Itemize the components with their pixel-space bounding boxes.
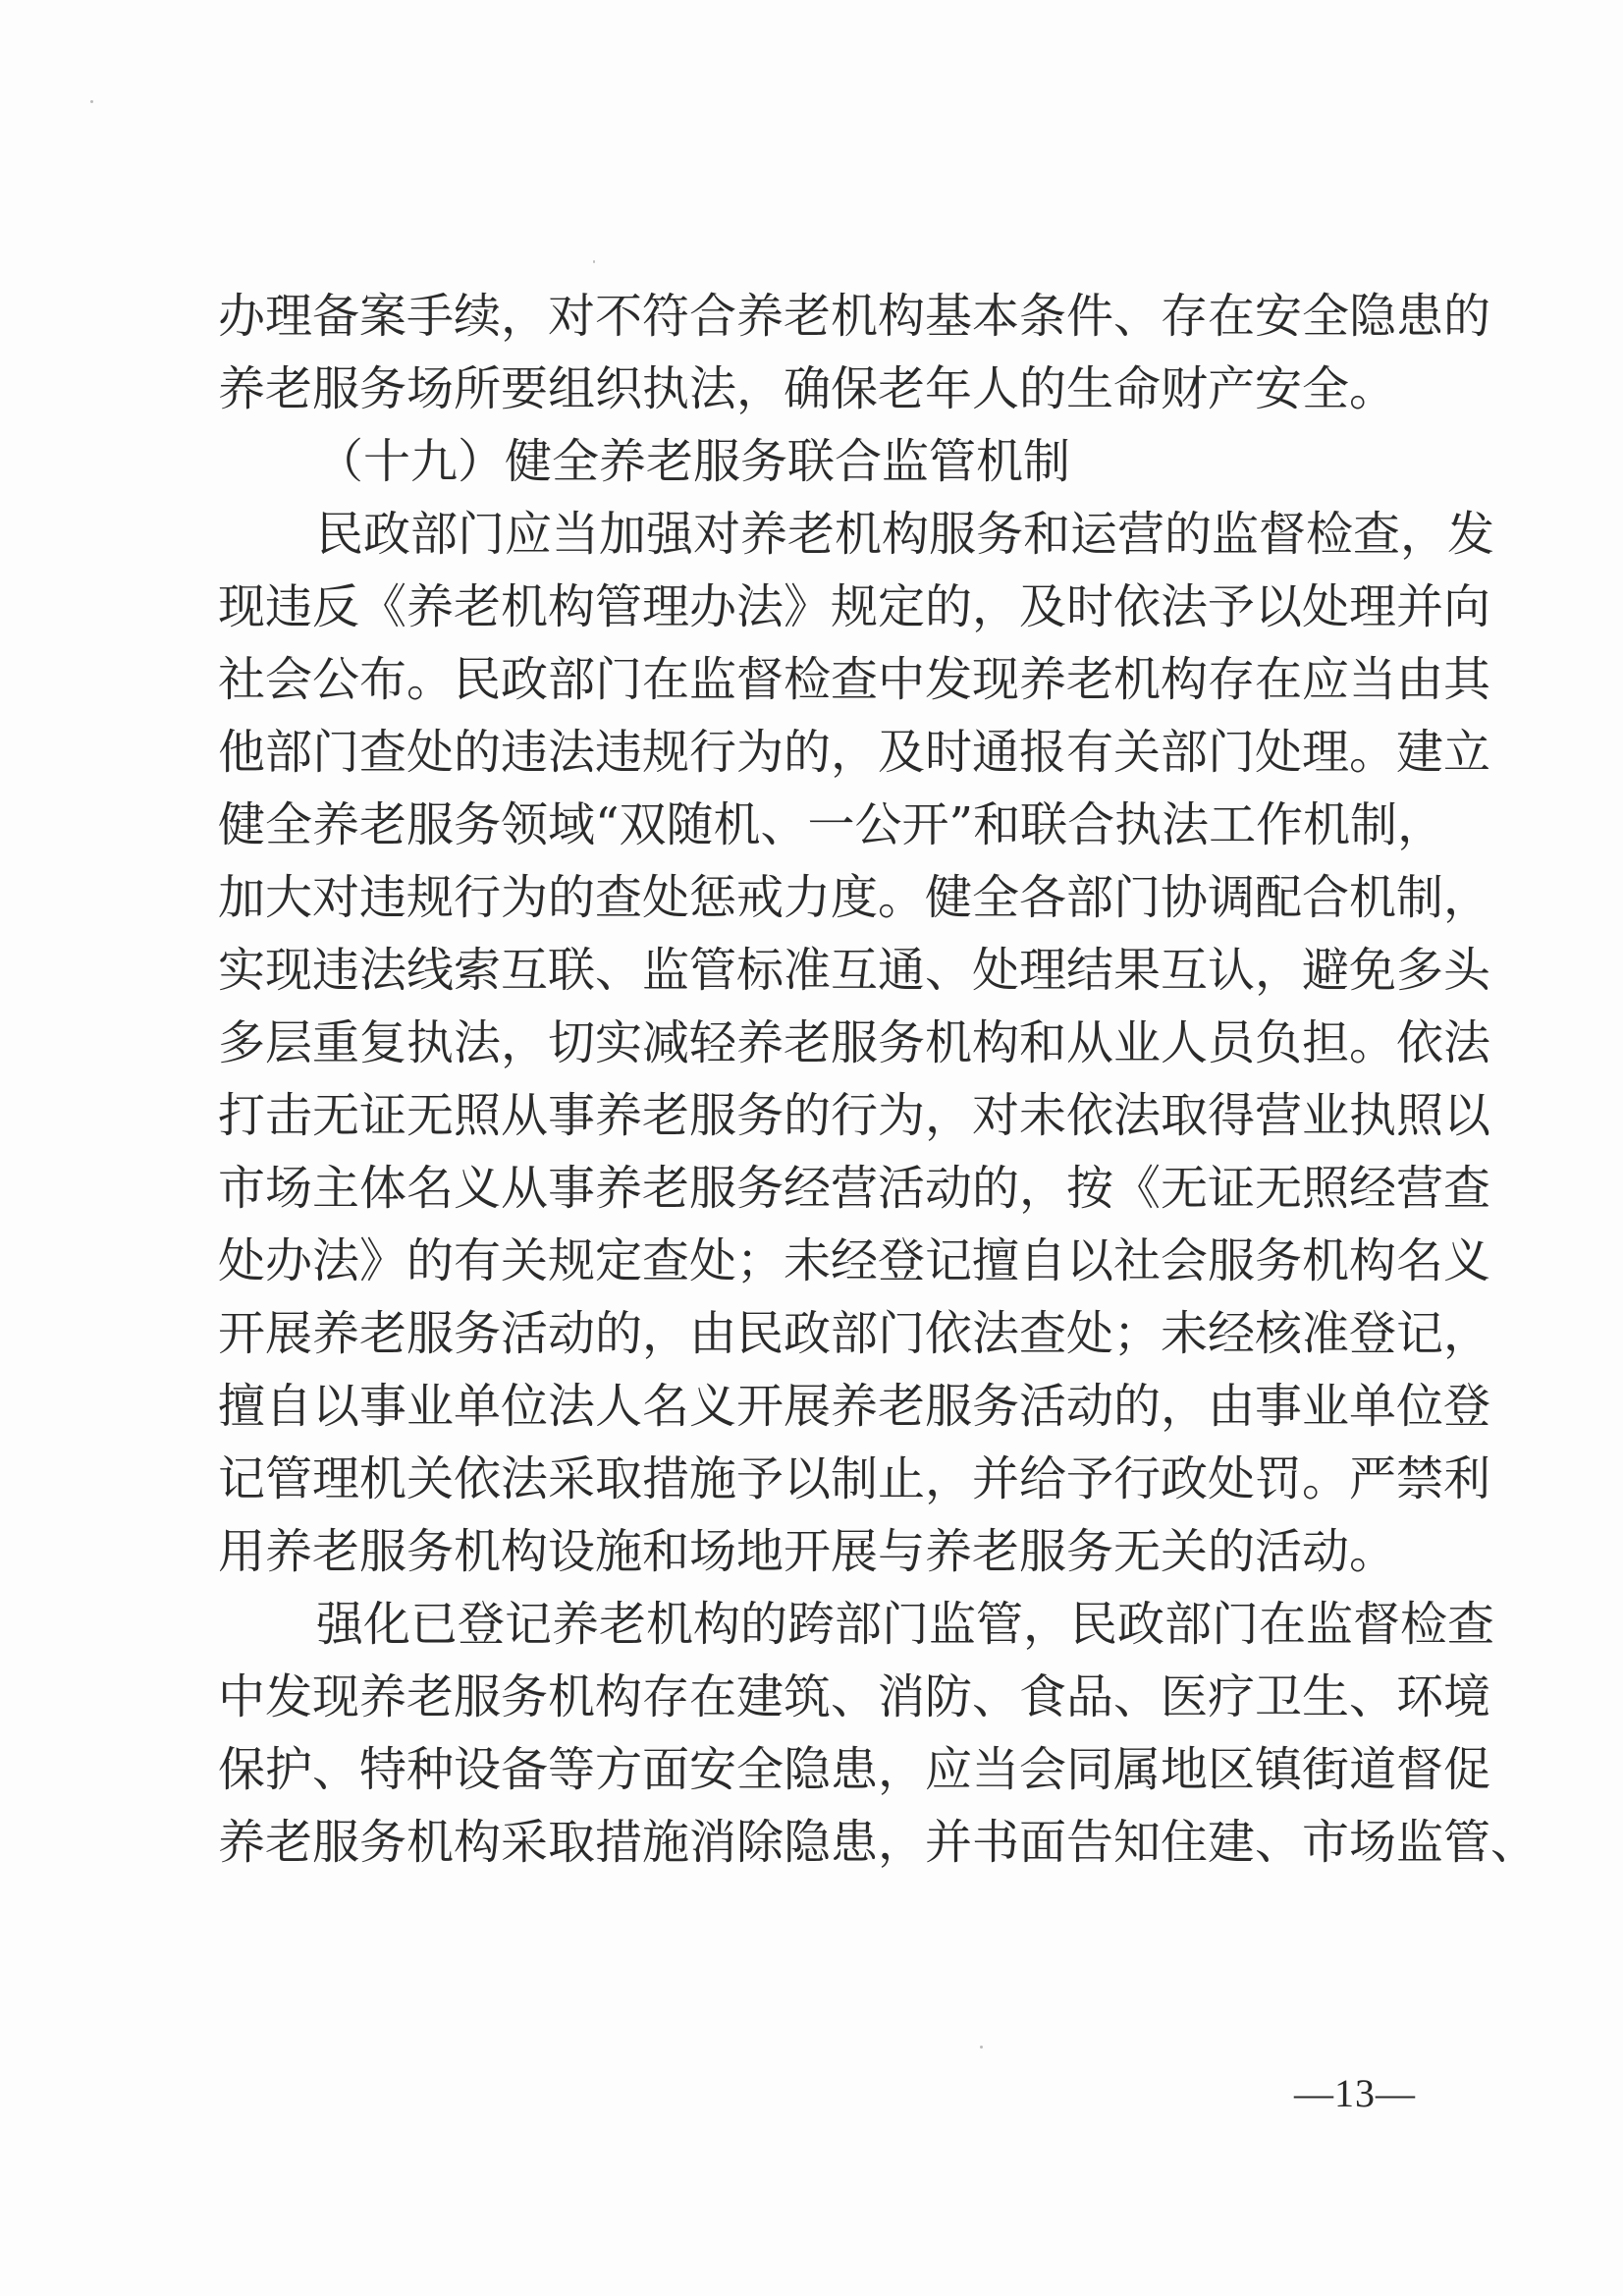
body-text [218,280,1539,1879]
text-line: 现违反《养老机构管理办法》规定的，及时依法予以处理并向 [218,579,1491,634]
text-line: 处办法》的有关规定查处；未经登记擅自以社会服务机构名义 [218,1233,1491,1288]
text-line: 实现违法线索互联、监管标准互通、处理结果互认，避免多头 [218,943,1491,998]
text-line: 办理备案手续，对不符合养老机构基本条件、存在安全隐患的 [218,289,1491,344]
text-line: 中发现养老服务机构存在建筑、消防、食品、医疗卫生、环境 [218,1669,1491,1724]
text-line: 擅自以事业单位法人名义开展养老服务活动的，由事业单位登 [218,1379,1491,1434]
text-line: 养老服务机构采取措施消除隐患，并书面告知住建、市场监管、 [218,1815,1539,1870]
text-line: 多层重复执法，切实减轻养老服务机构和从业人员负担。依法 [218,1015,1491,1070]
text-line: 养老服务场所要组织执法，确保老年人的生命财产安全。 [218,361,1397,416]
scan-speck [980,2046,983,2049]
text-line: 他部门查处的违法违规行为的，及时通报有关部门处理。建立 [218,725,1491,780]
scan-speck [90,100,93,103]
section-heading: （十九）健全养老服务联合监管机制 [316,434,1071,489]
page-number: —13— [1294,2071,1416,2115]
text-line: 社会公布。民政部门在监督检查中发现养老机构存在应当由其 [218,652,1491,707]
paragraph-start: 民政部门应当加强对养老机构服务和运营的监督检查，发 [316,507,1495,562]
text-line: 保护、特种设备等方面安全隐患，应当会同属地区镇街道督促 [218,1742,1491,1797]
paragraph-start: 强化已登记养老机构的跨部门监管，民政部门在监督检查 [316,1597,1495,1652]
text-line: 打击无证无照从事养老服务的行为，对未依法取得营业执照以 [218,1088,1491,1143]
text-line: 市场主体名义从事养老服务经营活动的，按《无证无照经营查 [218,1161,1491,1216]
scan-speck [593,260,595,263]
text-line: 开展养老服务活动的，由民政部门依法查处；未经核准登记， [218,1306,1491,1361]
text-line: 健全养老服务领域“双随机、一公开”和联合执法工作机制， [218,797,1445,852]
text-line: 记管理机关依法采取措施予以制止，并给予行政处罚。严禁利 [218,1451,1491,1506]
text-line: 加大对违规行为的查处惩戒力度。健全各部门协调配合机制， [218,870,1491,925]
text-line: 用养老服务机构设施和场地开展与养老服务无关的活动。 [218,1524,1397,1579]
